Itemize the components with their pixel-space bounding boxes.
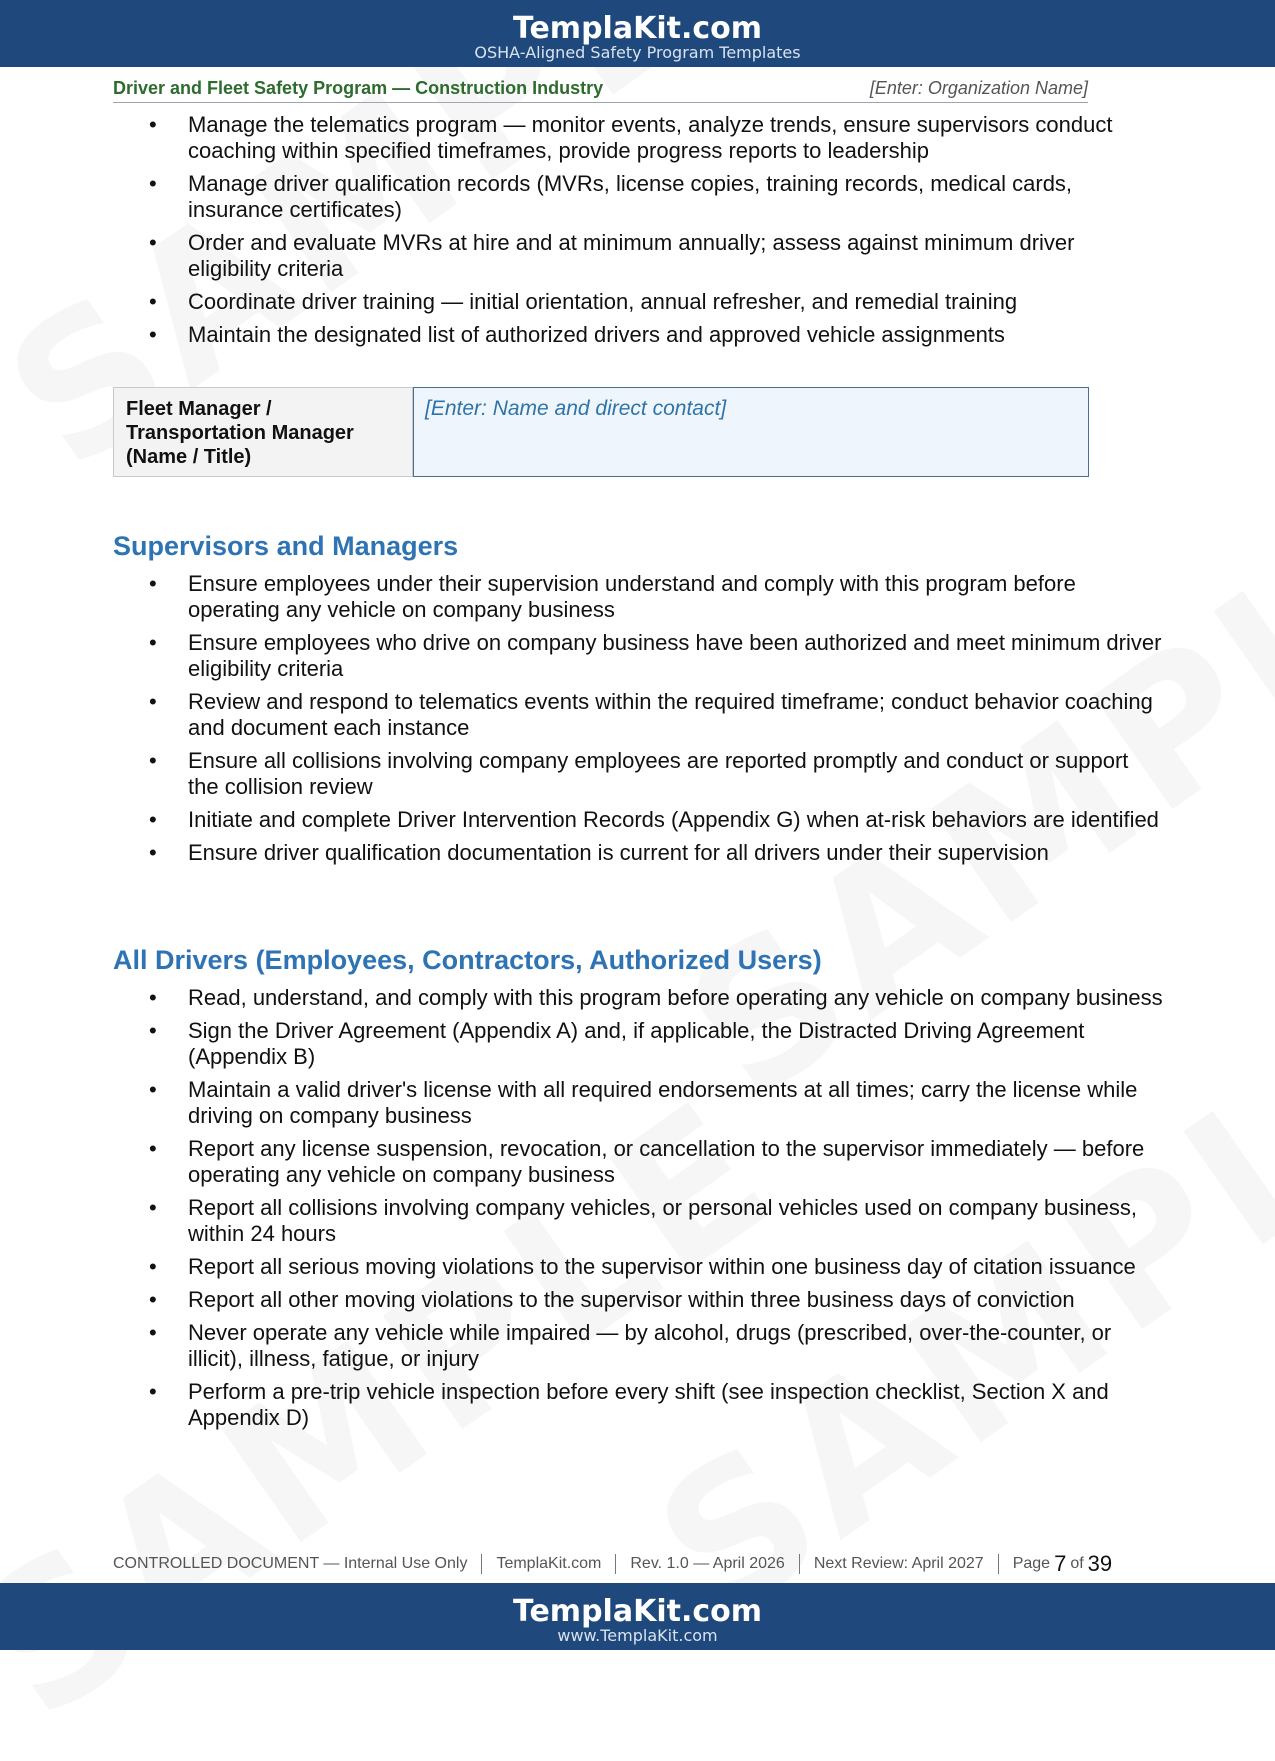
list-item: • Manage driver qualification records (MVRs, license copies, training records, medical cards, insurance certificates) xyxy=(149,171,1073,222)
bullet-icon: • xyxy=(149,1195,157,1220)
bullet-icon: • xyxy=(149,289,157,314)
bullet-icon: • xyxy=(149,1136,157,1161)
page-of-label: of xyxy=(1070,1555,1084,1572)
bullet-icon: • xyxy=(149,807,157,832)
bullet-icon: • xyxy=(149,171,157,196)
top-banner xyxy=(0,0,1275,67)
bullet-icon: • xyxy=(149,1077,157,1102)
list-item: • Manage the telematics program — monitor events, analyze trends, ensure supervisors conduct coaching within specified timeframes, provide progress reports to leadership xyxy=(149,112,1113,163)
list-item: • Report all serious moving violations to the supervisor within one business day of citation issuance xyxy=(149,1254,1136,1279)
page-label: Page xyxy=(1012,1555,1051,1572)
list-item: • Maintain a valid driver's license with all required endorsements at all times; carry the license while driving on company business xyxy=(149,1077,1138,1128)
bullet-icon: • xyxy=(149,748,157,773)
list-item: • Review and respond to telematics events within the required timeframe; conduct behavior coaching and document each instance xyxy=(149,689,1153,740)
banner-brand: TemplaKit.com xyxy=(512,11,762,46)
list-item: • Ensure driver qualification documentation is current for all drivers under their supervision xyxy=(149,840,1049,865)
list-item: • Sign the Driver Agreement (Appendix A) and, if applicable, the Distracted Driving Agreement (Appendix B) xyxy=(149,1018,1085,1069)
bullet-icon: • xyxy=(149,689,157,714)
document-footer xyxy=(113,1550,1163,1578)
bullet-icon: • xyxy=(149,1320,157,1345)
organization-name-placeholder: [Enter: Organization Name] xyxy=(869,78,1088,98)
bullet-icon: • xyxy=(149,840,157,865)
bottom-banner-url[interactable]: www.TemplaKit.com xyxy=(557,1626,718,1645)
list-item: • Order and evaluate MVRs at hire and at minimum annually; assess against minimum driver eligibility criteria xyxy=(149,230,1075,281)
bullet-icon: • xyxy=(149,1287,157,1312)
footer-divider xyxy=(799,1554,800,1574)
next-review-info: Next Review: April 2027 xyxy=(813,1555,984,1572)
list-item: • Coordinate driver training — initial orientation, annual refresher, and remedial training xyxy=(149,289,1018,314)
fleet-manager-contact-field[interactable]: [Enter: Name and direct contact] xyxy=(413,387,1089,477)
footer-divider xyxy=(481,1554,482,1574)
footer-divider xyxy=(998,1554,999,1574)
driver-duties-list xyxy=(113,985,1163,1438)
controlled-document-notice: CONTROLLED DOCUMENT — Internal Use Only xyxy=(113,1555,468,1572)
banner-tagline: OSHA-Aligned Safety Program Templates xyxy=(474,43,801,62)
list-item: • Initiate and complete Driver Intervention Records (Appendix G) when at-risk behaviors are identified xyxy=(149,807,1159,832)
bullet-icon: • xyxy=(149,630,157,655)
page-number: 7 xyxy=(1054,1551,1067,1576)
list-item: • Report all collisions involving company vehicles, or personal vehicles used on company business, within 24 hours xyxy=(149,1195,1137,1246)
section-heading-all-drivers: All Drivers (Employees, Contractors, Authorized Users) xyxy=(113,945,822,975)
bullet-icon: • xyxy=(149,571,157,596)
revision-info: Rev. 1.0 — April 2026 xyxy=(630,1555,785,1572)
bullet-icon: • xyxy=(149,322,157,347)
list-item: • Perform a pre-trip vehicle inspection before every shift (see inspection checklist, Section X and Appendix D) xyxy=(149,1379,1109,1430)
document-header xyxy=(113,78,1088,103)
list-item: • Report all other moving violations to the supervisor within three business days of conviction xyxy=(149,1287,1075,1312)
fleet-manager-contact-table xyxy=(113,387,1089,477)
list-item: • Never operate any vehicle while impaired — by alcohol, drugs (prescribed, over-the-counter, or illicit), illness, fatigue, or injury xyxy=(149,1320,1112,1371)
bullet-icon: • xyxy=(149,112,157,137)
list-item: • Ensure all collisions involving company employees are reported promptly and conduct or support the collision review xyxy=(149,748,1129,799)
bottom-banner xyxy=(0,1583,1275,1650)
bullet-icon: • xyxy=(149,230,157,255)
fleet-manager-duties-list xyxy=(113,112,1163,355)
list-item: • Report any license suspension, revocation, or cancellation to the supervisor immediately — before operating any vehicle on company business xyxy=(149,1136,1145,1187)
list-item: • Maintain the designated list of authorized drivers and approved vehicle assignments xyxy=(149,322,1005,347)
list-item: • Ensure employees who drive on company business have been authorized and meet minimum driver eligibility criteria xyxy=(149,630,1162,681)
document-title: Driver and Fleet Safety Program — Construction Industry xyxy=(113,78,604,98)
fleet-manager-label: Fleet Manager / Transportation Manager (Name / Title) xyxy=(113,387,413,477)
bullet-icon: • xyxy=(149,1379,157,1404)
section-heading-supervisors: Supervisors and Managers xyxy=(113,531,459,561)
footer-divider xyxy=(615,1554,616,1574)
bullet-icon: • xyxy=(149,1254,157,1279)
bottom-banner-brand: TemplaKit.com xyxy=(512,1594,762,1629)
bullet-icon: • xyxy=(149,1018,157,1043)
footer-site: TemplaKit.com xyxy=(496,1555,602,1572)
list-item: • Ensure employees under their supervision understand and comply with this program before operating any vehicle on company business xyxy=(149,571,1076,622)
bullet-icon: • xyxy=(149,985,157,1010)
supervisor-duties-list xyxy=(113,571,1163,873)
list-item: • Read, understand, and comply with this program before operating any vehicle on company business xyxy=(149,985,1163,1010)
page-total: 39 xyxy=(1087,1551,1113,1576)
